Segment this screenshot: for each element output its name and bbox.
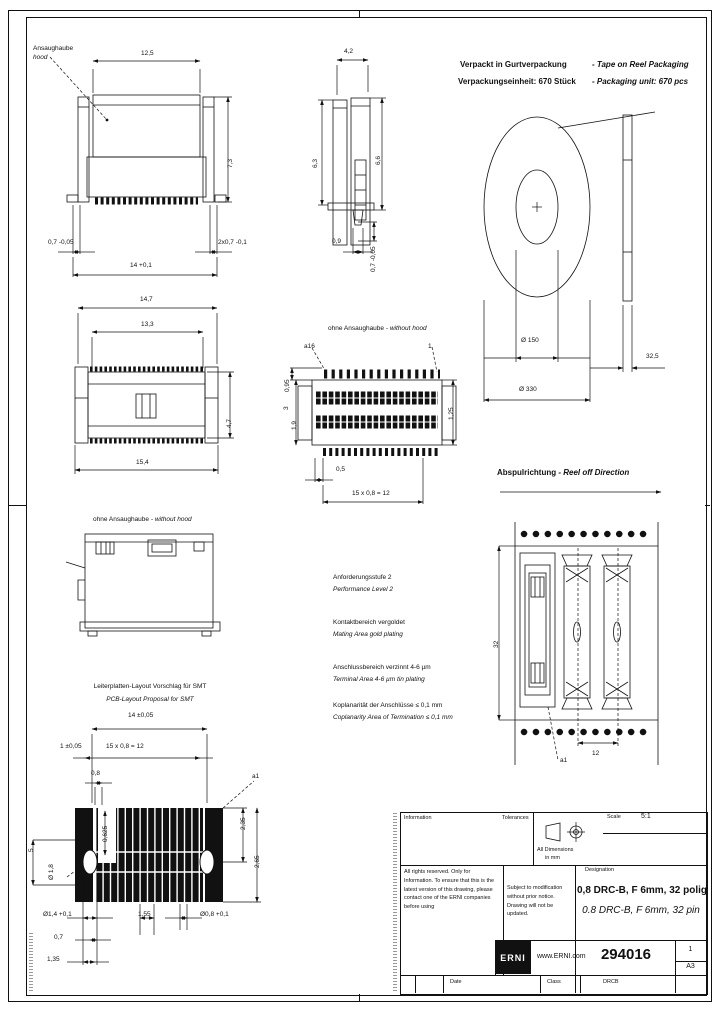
tb-designation-en: 0.8 DRC-B, F 6mm, 32 pin <box>582 905 700 916</box>
dim-reel-inner: Ø 150 <box>521 337 539 344</box>
dim-side-pin-width: 0,9 <box>332 238 342 245</box>
dim-pcb-08: 0,8 <box>91 770 101 777</box>
dim-pcb-235: 2,35 <box>240 817 247 830</box>
dim-front-pitch: 15 x 0,8 = 12 <box>352 490 390 497</box>
front-view-hood-drawing <box>50 55 295 285</box>
tb-format: A3 <box>686 963 695 970</box>
side-view-drawing <box>300 40 400 275</box>
dim-side-height-left: 6,3 <box>312 158 319 168</box>
front-nohood-title-en: - without hood <box>385 325 427 332</box>
front-nohood-title-de: ohne Ansaughaube <box>328 325 385 332</box>
dim-pcb-d08: Ø0,8 +0,1 <box>200 911 229 918</box>
hood-label-de: Ansaughaube <box>33 45 74 52</box>
tb-line-v575a <box>575 865 576 993</box>
tb-designation-label: Designation <box>585 867 615 873</box>
dim-top-154: 15,4 <box>136 459 149 466</box>
dim-side-height-right: 6,6 <box>375 155 382 165</box>
dim-hood-height: 7,3 <box>227 158 234 168</box>
tb-legal-2: Subject to modification without prior notice. Drawing will not be updated. <box>507 885 563 918</box>
note-4-en: Coplanarity Area of Termination ≤ 0,1 mm <box>333 714 453 721</box>
dim-front-19: 1,9 <box>291 420 298 430</box>
dim-tape-pitch: 12 <box>592 750 600 757</box>
reel-off-en: - Reel off Direction <box>558 468 630 477</box>
dim-pcb-d18: Ø 1,8 <box>48 864 55 880</box>
dim-hood-right: 2x0,7 -0,1 <box>218 239 247 246</box>
tb-dim-note-1: All Dimensions <box>537 847 574 853</box>
dim-front-tooth: 0,95 <box>284 379 291 392</box>
tb-sheet-rule <box>675 961 706 962</box>
dim-reel-outer: Ø 330 <box>519 386 537 393</box>
pin-label-right: 1 <box>428 343 432 350</box>
dim-front-05: 0,5 <box>336 466 346 473</box>
note-2-de: Kontaktbereich vergoldet <box>333 619 405 626</box>
tb-information-label: Information <box>404 815 432 821</box>
dim-pcb-135: 1,35 <box>47 956 60 963</box>
dim-top-47: 4,7 <box>226 418 233 428</box>
dim-pcb-0625: 0,625 <box>102 825 109 842</box>
dim-pcb-07: 0,7 <box>54 934 64 941</box>
pcb-title-de: Leiterplatten-Layout Vorschlag für SMT <box>93 683 207 690</box>
note-1-en: Performance Level 2 <box>333 586 393 593</box>
dim-hood-width: 12,5 <box>141 50 154 57</box>
dim-tape-height: 32 <box>493 640 500 648</box>
titleblock-micro-text <box>393 813 397 991</box>
pcb-pin-label: a1 <box>252 773 260 780</box>
tb-part-number: 294016 <box>600 946 652 963</box>
reel-drawing <box>470 100 670 410</box>
tb-designation-de: 0,8 DRC-B, F 6mm, 32 polig <box>577 885 708 896</box>
note-2-en: Mating Area gold plating <box>333 631 403 638</box>
packaging-note-en1: - Tape on Reel Packaging <box>592 60 689 69</box>
tb-line-h865 <box>400 865 706 866</box>
tb-class-value: DRCB <box>603 979 619 985</box>
tb-legal-1: All rights reserved. Only for Information. To ensure that this is the latest version of this drawing, please contact one of the ERNI companies before using <box>404 869 495 911</box>
dim-reel-width: 32,5 <box>646 353 659 360</box>
pcb-title-en: PCB-Layout Proposal for SMT <box>106 696 194 703</box>
dim-side-width: 4,2 <box>344 48 354 55</box>
note-4-de: Koplanarität der Anschlüsse ≤ 0,1 mm <box>333 702 443 709</box>
dim-front-125: 1,25 <box>448 407 455 420</box>
frame-tick-bottom <box>359 994 360 1001</box>
tb-tolerances-label: Tolerances <box>502 815 529 821</box>
projection-symbol <box>540 818 596 846</box>
note-1-de: Anforderungsstufe 2 <box>333 574 392 581</box>
dim-top-147: 14,7 <box>140 296 153 303</box>
front-view-nohood-drawing <box>290 330 462 510</box>
dim-pcb-width: 14 ±0,05 <box>128 712 154 719</box>
note-3-de: Anschlussbereich verzinnt 4-6 µm <box>333 664 431 671</box>
packaging-note-de1: Verpackt in Gurtverpackung <box>460 60 567 69</box>
tb-scale-label: Scale <box>607 814 621 820</box>
tb-line-v540 <box>540 975 541 993</box>
reel-off-arrow <box>495 483 670 501</box>
dim-pcb-d14: Ø1,4 +0,1 <box>43 911 72 918</box>
side-nohood-title-de: ohne Ansaughaube <box>93 516 150 523</box>
tb-dim-note-2: in mm <box>545 855 560 861</box>
frame-tick-top <box>359 10 360 17</box>
dim-pcb-1: 1 ±0,05 <box>60 743 82 750</box>
hood-label-en: hood <box>33 54 48 61</box>
tb-line-v415 <box>415 975 416 993</box>
tb-line-h975 <box>400 975 706 976</box>
tb-class-label: Class <box>547 979 561 985</box>
tape-strip-drawing <box>488 520 674 770</box>
top-view-drawing <box>58 288 248 480</box>
erni-logo-text: ERNI <box>500 952 526 963</box>
tb-line-v443 <box>443 975 444 993</box>
tb-website: www.ERNI.com <box>537 953 586 960</box>
dim-pcb-5: 5 <box>28 848 35 852</box>
tb-sheet-number: 1 <box>688 946 693 953</box>
dim-pcb-155: 1,55 <box>138 911 151 918</box>
dim-hood-total: 14 +0,1 <box>130 262 152 269</box>
frame-tick-left <box>8 505 26 506</box>
dim-side-pin-height: 0,7 -0,05 <box>370 246 377 272</box>
tb-line-v580 <box>580 975 581 993</box>
packaging-note-de2: Verpackungseinheit: 670 Stück <box>458 77 576 86</box>
pin-label-left: a16 <box>304 343 315 350</box>
tb-scale-rule <box>603 833 706 834</box>
dim-pcb-pitch: 15 x 0,8 = 12 <box>106 743 144 750</box>
tb-scale-value: 5:1 <box>641 813 651 820</box>
side-view-nohood-drawing <box>58 510 238 652</box>
reel-off-label <box>497 469 629 478</box>
side-nohood-title-en: - without hood <box>150 516 192 523</box>
note-3-en: Terminal Area 4-6 µm tin plating <box>333 676 425 683</box>
tb-date-label: Date <box>450 979 462 985</box>
tape-pin-label: a1 <box>560 757 568 764</box>
frame-tick-right <box>705 505 710 506</box>
dim-pcb-265: 2,65 <box>254 855 261 868</box>
erni-logo <box>495 941 531 974</box>
tb-line-v533 <box>533 812 534 865</box>
dim-hood-left: 0,7 -0,05 <box>48 239 74 246</box>
dim-top-133: 13,3 <box>141 321 154 328</box>
packaging-note-en2: - Packaging unit: 670 pcs <box>592 77 689 86</box>
dim-front-3: 3 <box>283 406 290 410</box>
reel-off-de: Abspulrichtung <box>497 468 557 477</box>
